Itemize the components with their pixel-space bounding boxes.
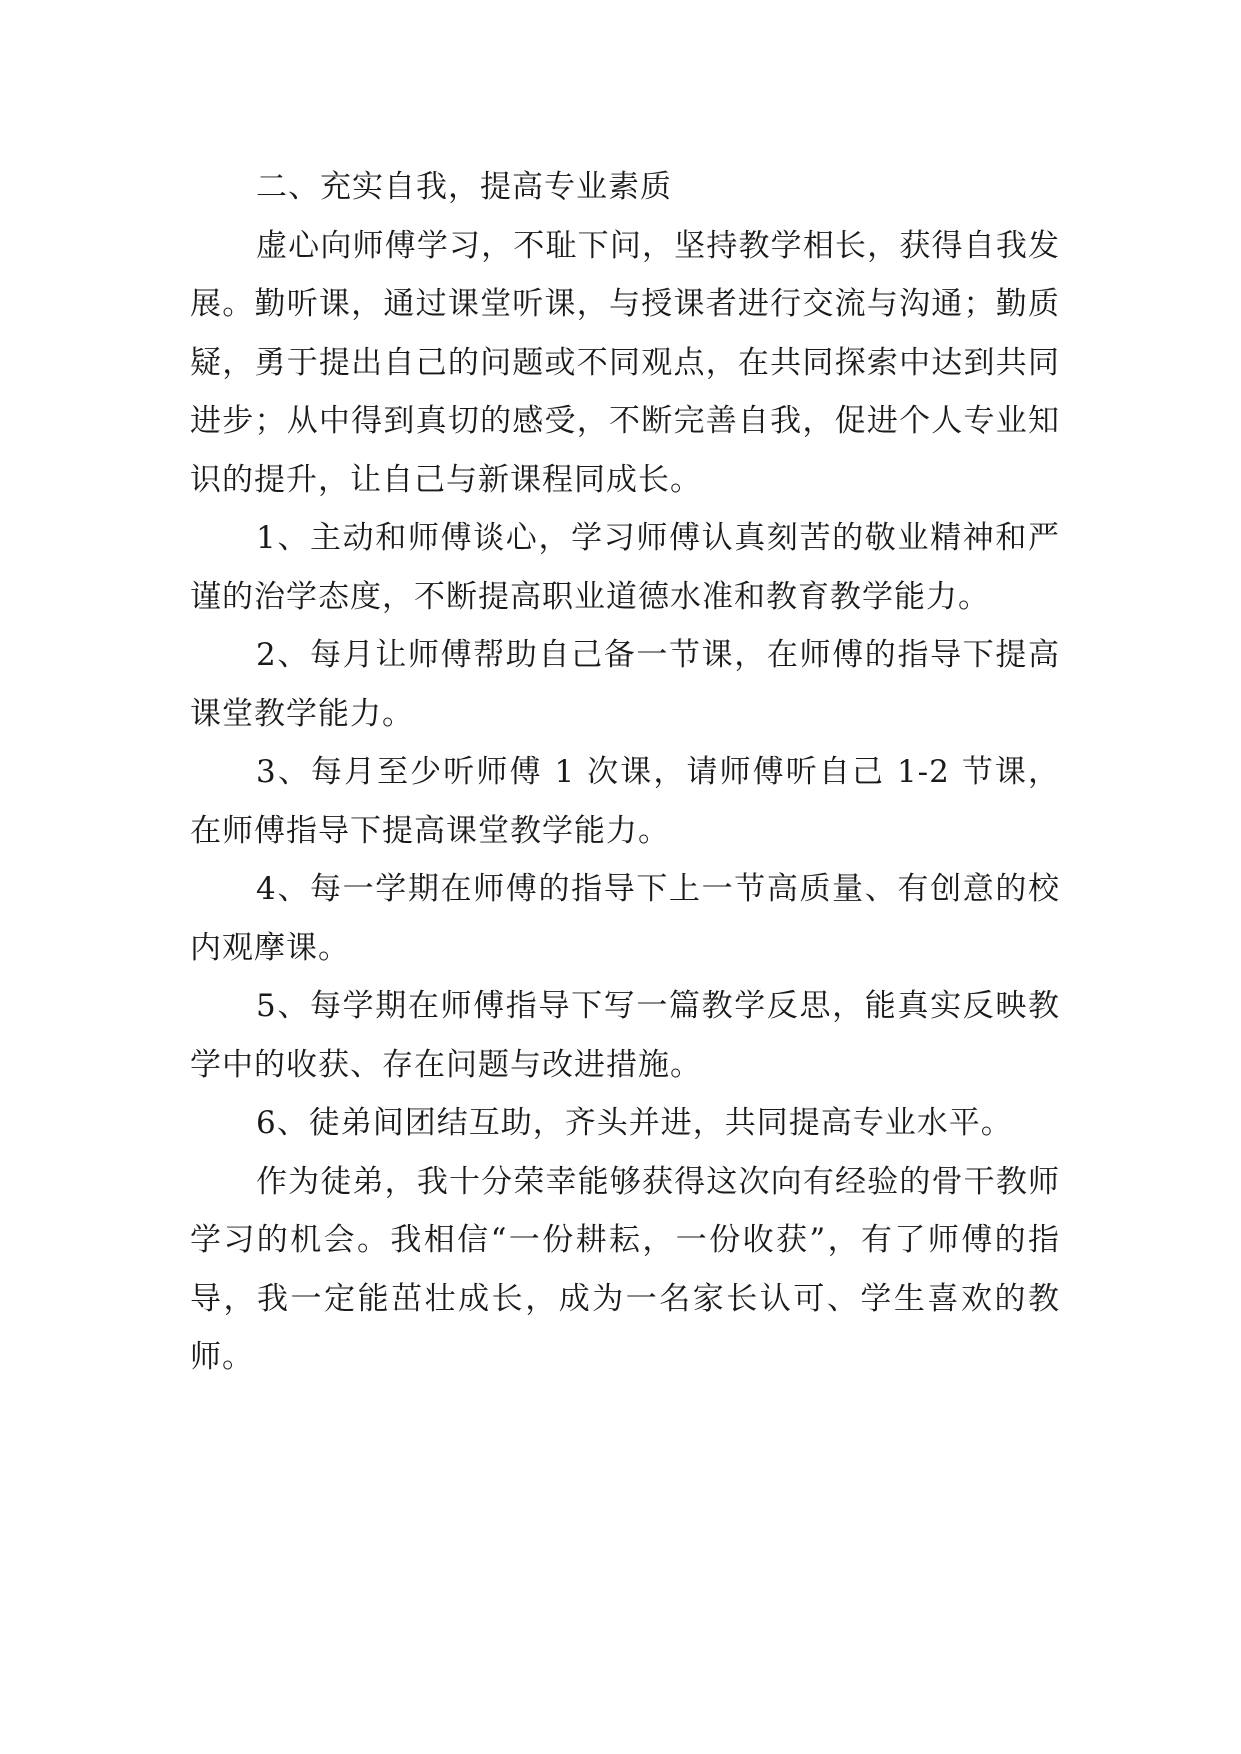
paragraph-item-4: 4、每一学期在师傅的指导下上一节高质量、有创意的校内观摩课。 <box>190 871 1060 966</box>
paragraph-item-6: 6、徒弟间团结互助，齐头并进，共同提高专业水平。 <box>256 1105 1013 1141</box>
section-heading: 二、充实自我，提高专业素质 <box>256 169 672 205</box>
paragraph-item-1: 1、主动和师傅谈心，学习师傅认真刻苦的敬业精神和严谨的治学态度，不断提高职业道德水准和教育教学能力。 <box>190 520 1060 615</box>
paragraph-intro: 虚心向师傅学习，不耻下问，坚持教学相长，获得自我发展。勤听课，通过课堂听课，与授课者进行交流与沟通；勤质疑，勇于提出自己的问题或不同观点，在共同探索中达到共同进步；从中得到真切的感受，不断完善自我，促进个人专业知识的提升，让自己与新课程同成长。 <box>190 227 1060 498</box>
document-body <box>190 158 1060 1387</box>
paragraph-item-2: 2、每月让师傅帮助自己备一节课，在师傅的指导下提高课堂教学能力。 <box>190 637 1060 732</box>
paragraph-conclusion: 作为徒弟，我十分荣幸能够获得这次向有经验的骨干教师学习的机会。我相信“一份耕耘，一份收获”，有了师傅的指导，我一定能茁壮成长，成为一名家长认可、学生喜欢的教师。 <box>190 1163 1060 1375</box>
paragraph-item-3: 3、每月至少听师傅 1 次课，请师傅听自己 1-2 节课，在师傅指导下提高课堂教学能力。 <box>190 754 1060 849</box>
paragraph-item-5: 5、每学期在师傅指导下写一篇教学反思，能真实反映教学中的收获、存在问题与改进措施。 <box>190 988 1060 1083</box>
